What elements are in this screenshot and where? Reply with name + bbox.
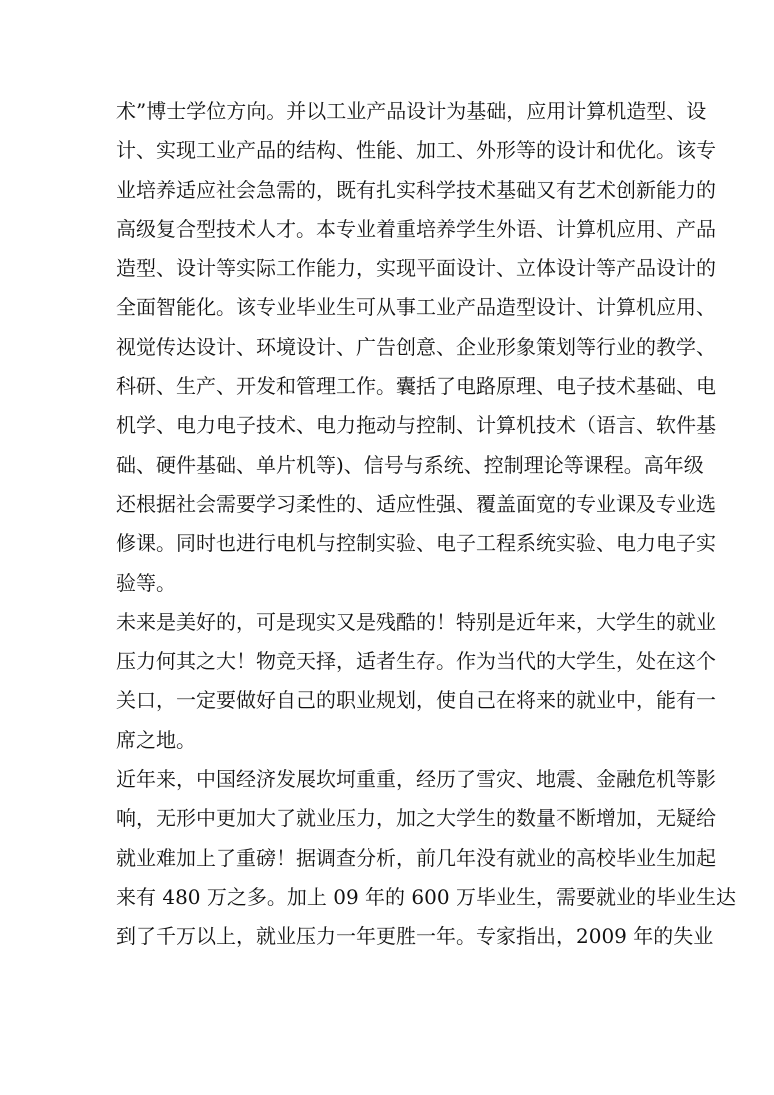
text-line: 术”博士学位方向。并以工业产品设计为基础，应用计算机造型、设 [116,99,707,123]
text-line: 关口，一定要做好自己的职业规划，使自己在将来的就业中，能有一 [116,688,716,713]
text-line: 机学、电力电子技术、电力拖动与控制、计算机技术（语言、软件基 [116,413,716,438]
text-line: 科研、生产、开发和管理工作。囊括了电路原理、电子技术基础、电 [116,374,716,399]
text-line: 础、硬件基础、单片机等)、信号与系统、控制理论等课程。高年级 [116,452,704,477]
text-line: 还根据社会需要学习柔性的、适应性强、覆盖面宽的专业课及专业选 [116,491,716,516]
text-line: 到了千万以上，就业压力一年更胜一年。专家指出，2009 年的失业 [116,924,714,949]
text-line: 近年来，中国经济发展坎坷重重，经历了雪灾、地震、金融危机等影 [116,767,716,792]
text-line: 就业难加上了重磅！据调查分析，前几年没有就业的高校毕业生加起 [116,845,716,870]
text-line: 计、实现工业产品的结构、性能、加工、外形等的设计和优化。该专 [116,138,716,163]
document-body [116,92,736,957]
text-line: 造型、设计等实际工作能力，实现平面设计、立体设计等产品设计的 [116,256,716,281]
text-line: 业培养适应社会急需的，既有扎实科学技术基础又有艺术创新能力的 [116,177,716,202]
paragraph [116,760,736,956]
text-line: 修课。同时也进行电机与控制实验、电子工程系统实验、电力电子实 [116,531,716,556]
text-line: 来有 480 万之多。加上 09 年的 600 万毕业生，需要就业的毕业生达 [116,884,736,909]
text-line: 全面智能化。该专业毕业生可从事工业产品造型设计、计算机应用、 [116,295,716,320]
text-line: 视觉传达设计、环境设计、广告创意、企业形象策划等行业的教学、 [116,334,716,359]
text-line: 压力何其之大！物竞天择，适者生存。作为当代的大学生，处在这个 [116,649,716,674]
text-line: 高级复合型技术人才。本专业着重培养学生外语、计算机应用、产品 [116,216,716,241]
text-line: 验等。 [116,570,176,595]
text-line: 未来是美好的，可是现实又是残酷的！特别是近年来，大学生的就业 [116,609,716,634]
paragraph [116,92,716,603]
text-line: 席之地。 [116,727,196,752]
text-line: 响，无形中更加大了就业压力，加之大学生的数量不断增加，无疑给 [116,806,716,831]
paragraph [116,603,716,760]
